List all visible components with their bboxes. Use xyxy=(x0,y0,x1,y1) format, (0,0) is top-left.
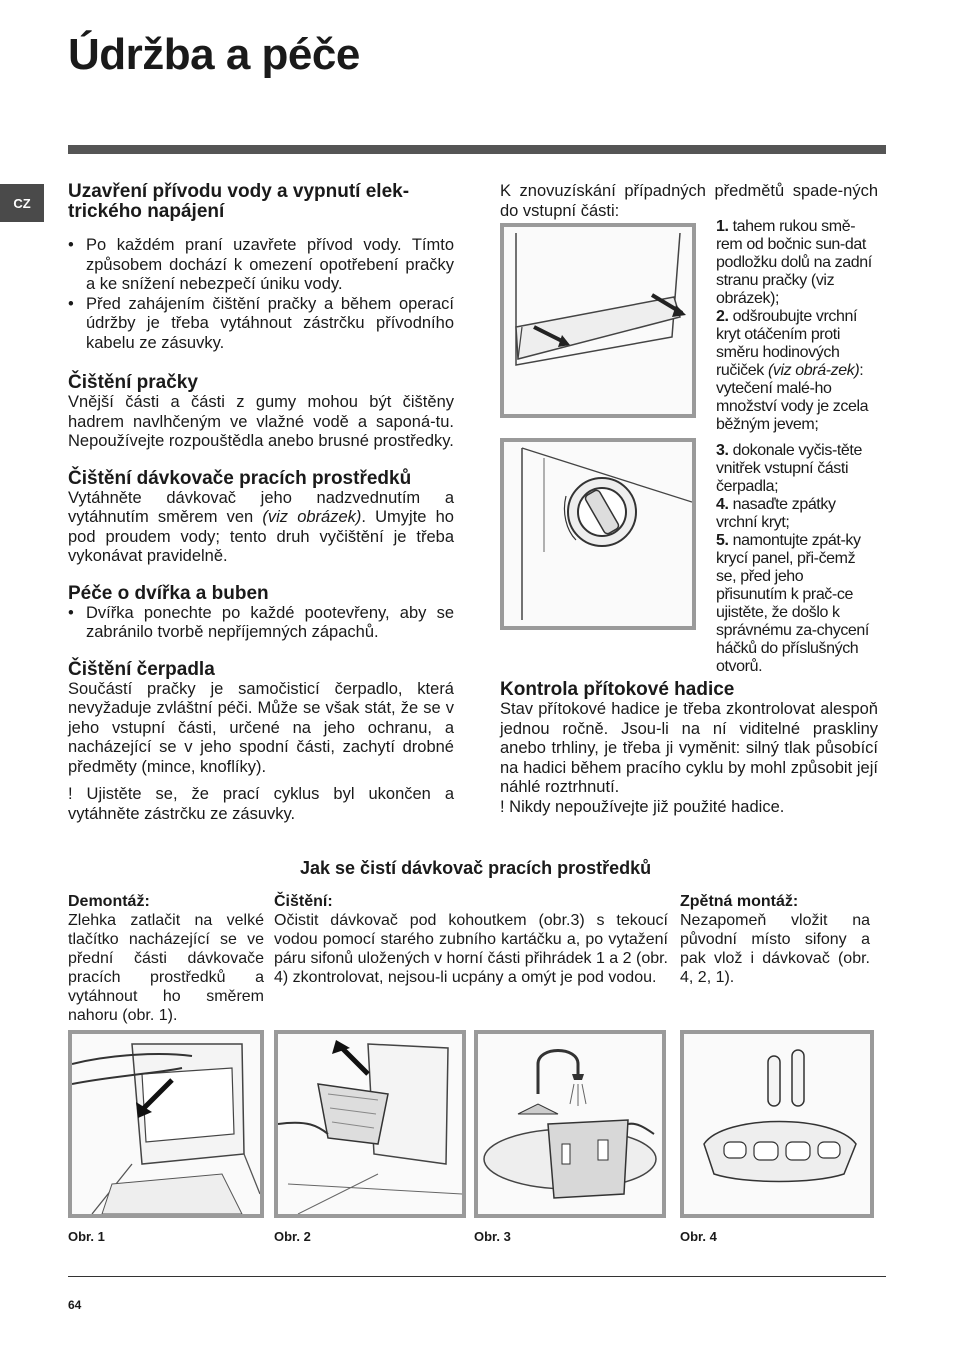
section-heading-washer-cleaning: Čištění pračky xyxy=(68,372,198,393)
figure-3-caption: Obr. 3 xyxy=(474,1229,511,1244)
pump-cover-illustration xyxy=(500,438,696,630)
removal-text: Zlehka zatlačit na velké tlačítko nacházející se ve přední části dávkovače pracích prostředků a vytáhnout ho směrem nahoru (obr. 1). xyxy=(68,912,264,1024)
pump-step-5: 5. namontujte zpát-ky krycí panel, při-čemž se, před jeho přisunutím k prač-ce ujistěte, že došlo k správnému za-chycení háčků do příslušných otvorů. xyxy=(716,532,869,675)
list-item: • Dvířka ponechte po každé pootevřeny, aby se zabránilo tvorbě nepříjemných zápachů. xyxy=(68,604,454,643)
hose-note: ! Nikdy nepoužívejte již použité hadice. xyxy=(500,797,785,816)
list-item: • Před zahájením čištění pračky a během operací údržby je třeba vytáhnout zástrčku přívodního kabelu ze zásuvky. xyxy=(68,295,454,354)
pump-steps xyxy=(716,218,878,676)
pump-text: Součástí pračky je samočisticí čerpadlo, která nevyžaduje zvláštní péči. Může se však stát, že se v jeho vstupní části, určené na jeho ochranu, a nacházející se v jeho spodní části, zachytí drobné předměty (mince, knoflíky). xyxy=(68,679,454,776)
section-heading-dispenser-cleaning: Čištění dávkovače pracích prostředků xyxy=(68,467,412,489)
washer-cleaning-text: Vnější části a části z gumy mohou být čištěny hadrem navlhčeným ve vlažné vodě a saponá-tu. Nepoužívejte rozpouštědla anebo brusné prostředky. xyxy=(68,393,454,450)
page-title: Údržba a péče xyxy=(68,30,360,79)
language-tab: CZ xyxy=(0,184,44,222)
pump-panel-illustration xyxy=(500,223,696,418)
figure-1-caption: Obr. 1 xyxy=(68,1229,105,1244)
page-number: 64 xyxy=(68,1298,82,1312)
hose-text: Stav přítokové hadice je třeba zkontrolovat alespoň jednou ročně. Jsou-li na ní viditelné praskliny anebo trhliny, je třeba ji vyměnit: silný tlak působící na hadici během pracího cyklu by mohl způsobit její náhlé roztrhnutí. xyxy=(500,700,878,796)
figure-2-illustration xyxy=(274,1030,466,1218)
list-item: • Po každém praní uzavřete přívod vody. Tímto způsobem dochází k omezení opotřebení pračky a ke snížení nebezpečí úniku vody. xyxy=(68,236,454,295)
pump-step-2: 2. odšroubujte vrchní kryt otáčením proti směru hodinových ručiček (viz obrá-zek): vytečení malé-ho množství vody je zcela běžným jevem; xyxy=(716,308,869,433)
pump-step-4: 4. nasaďte zpátky vrchní kryt; xyxy=(716,496,836,531)
cleaning-label: Čištění: xyxy=(274,893,333,910)
section-heading-hose: Kontrola přítokové hadice xyxy=(500,679,735,700)
pump-step-3: 3. dokonale vyčis-těte vnitřek vstupní části čerpadla; xyxy=(716,442,862,495)
dispenser-heading: Jak se čistí dávkovač pracích prostředků xyxy=(300,858,652,878)
pump-note: ! Ujistěte se, že prací cyklus byl ukončen a vytáhněte zástrčku ze zásuvky. xyxy=(68,785,454,823)
pump-cover-drawing xyxy=(504,442,692,626)
reassembly-text: Nezapomeň vložit na původní místo sifony a pak vlož i dávkovač (obr. 4, 2, 1). xyxy=(680,912,870,986)
water-supply-list xyxy=(68,236,454,353)
dispenser-col-cleaning xyxy=(274,892,668,987)
figure-4-illustration xyxy=(680,1030,874,1218)
figure-4-caption: Obr. 4 xyxy=(680,1229,717,1244)
dispenser-col-reassembly xyxy=(680,892,870,987)
left-column xyxy=(68,182,454,824)
hose-section xyxy=(500,680,878,817)
figure-1-illustration xyxy=(68,1030,264,1218)
section-heading-pump: Čištění čerpadla xyxy=(68,658,215,680)
dispenser-col-removal xyxy=(68,892,264,1025)
figure-3-illustration xyxy=(474,1030,666,1218)
reassembly-label: Zpětná montáž: xyxy=(680,893,799,910)
cleaning-text: Očistit dávkovač pod kohoutkem (obr.3) s tekoucí vodou pomocí starého zubního kartáčku a, po vytažení páru sifonů uložených v horní části přihrádek 1 a 2 (obr. 4) zkontrolovat, nejsou-li ucpány a omýt je pod vodou. xyxy=(274,912,668,986)
right-intro: K znovuzískání případných předmětů spade-ných do vstupní části: xyxy=(500,182,878,220)
section-heading-water-supply: Uzavření přívodu vody a vypnutí elek-trického napájení xyxy=(68,181,410,222)
figure-2-caption: Obr. 2 xyxy=(274,1229,311,1244)
door-drum-list xyxy=(68,604,454,643)
pump-step-1: 1. tahem rukou smě-rem od bočnic sun-dat podložku dolů na zadní stranu pračky (viz obrázek); xyxy=(716,218,872,307)
footer-rule xyxy=(68,1276,886,1277)
pump-panel-drawing xyxy=(504,227,692,414)
title-rule xyxy=(68,145,886,154)
removal-label: Demontáž: xyxy=(68,893,150,910)
section-heading-door-drum: Péče o dvířka a buben xyxy=(68,582,269,604)
dispenser-cleaning-text: Vytáhněte dávkovač jeho nadzvednutím a vytáhnutím směrem ven (viz obrázek). Umyjte ho pod proudem vody; tento druh vyčištění je třeba vykonávat pravidelně. xyxy=(68,488,454,565)
